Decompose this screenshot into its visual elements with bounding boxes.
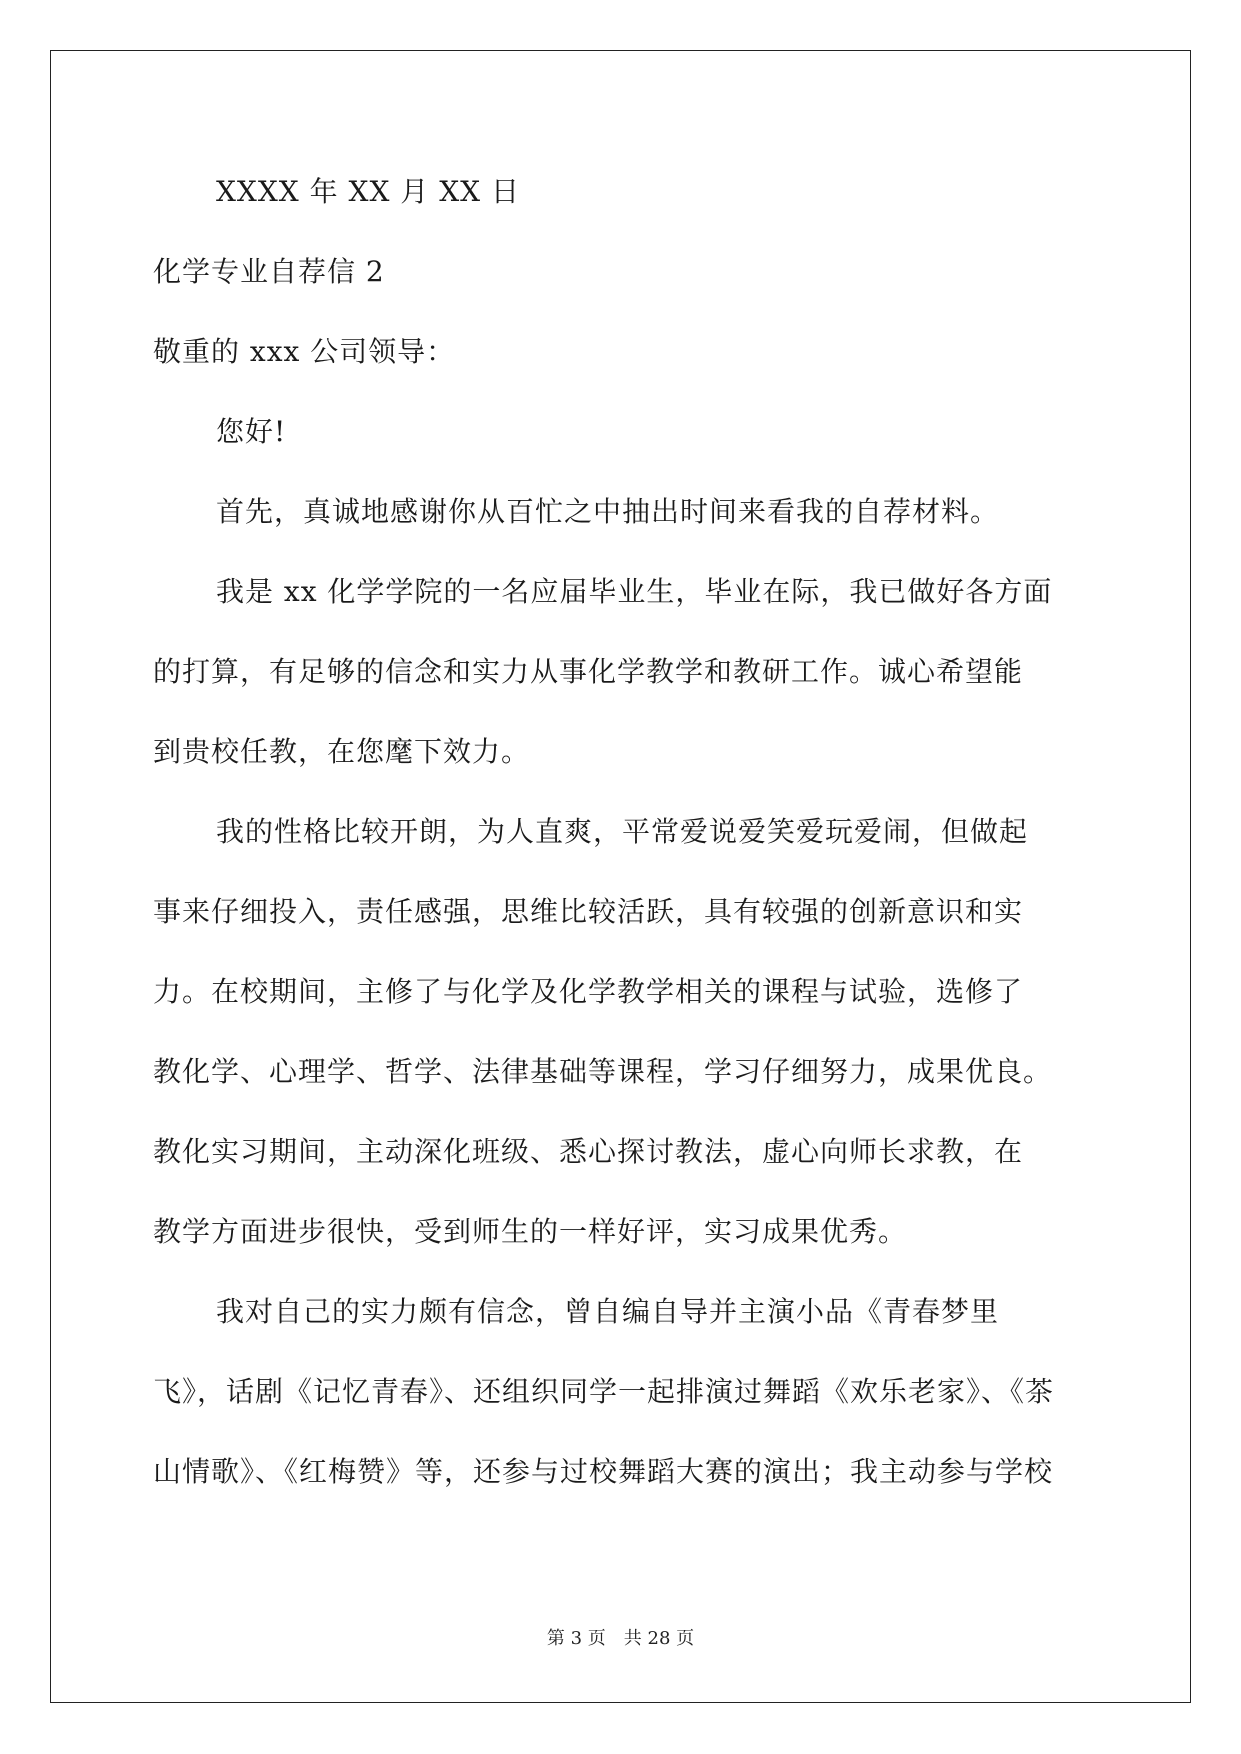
page-footer bbox=[0, 1627, 1241, 1651]
page-total: 共 28 页 bbox=[623, 1628, 695, 1649]
page-number: 第 3 页 bbox=[546, 1628, 606, 1649]
salutation: 敬重的 xxx 公司领导： bbox=[153, 335, 456, 368]
paragraph-line: 的打算，有足够的信念和实力从事化学教学和教研工作。诚心希望能 bbox=[153, 655, 1024, 688]
paragraph-line: 我对自己的实力颇有信念，曾自编自导并主演小品《青春梦里 bbox=[216, 1295, 1000, 1328]
date-line: XXXX 年 XX 月 XX 日 bbox=[216, 175, 520, 208]
paragraph-line: 首先，真诚地感谢你从百忙之中抽出时间来看我的自荐材料。 bbox=[216, 495, 1000, 528]
paragraph-line: 我的性格比较开朗，为人直爽，平常爱说爱笑爱玩爱闹，但做起 bbox=[216, 815, 1029, 848]
paragraph-line: 教学方面进步很快，受到师生的一样好评，实习成果优秀。 bbox=[153, 1215, 908, 1248]
paragraph-line: 飞》，话剧《记忆青春》、还组织同学一起排演过舞蹈《欢乐老家》、《茶 bbox=[153, 1375, 1055, 1408]
paragraph-line: 事来仔细投入，责任感强，思维比较活跃，具有较强的创新意识和实 bbox=[153, 895, 1024, 928]
paragraph-line: 山情歌》、《红梅赞》等，还参与过校舞蹈大赛的演出；我主动参与学校 bbox=[153, 1455, 1054, 1488]
paragraph-line: 教化实习期间，主动深化班级、悉心探讨教法，虚心向师长求教，在 bbox=[153, 1135, 1024, 1168]
letter-title: 化学专业自荐信 2 bbox=[153, 255, 385, 288]
paragraph-line: 到贵校任教，在您麾下效力。 bbox=[153, 735, 531, 768]
paragraph-line: 我是 xx 化学学院的一名应届毕业生，毕业在际，我已做好各方面 bbox=[216, 575, 1053, 608]
paragraph-line: 力。在校期间，主修了与化学及化学教学相关的课程与试验，选修了 bbox=[153, 975, 1024, 1008]
greeting: 您好! bbox=[216, 415, 287, 448]
paragraph-line: 教化学、心理学、哲学、法律基础等课程，学习仔细努力，成果优良。 bbox=[153, 1055, 1053, 1088]
